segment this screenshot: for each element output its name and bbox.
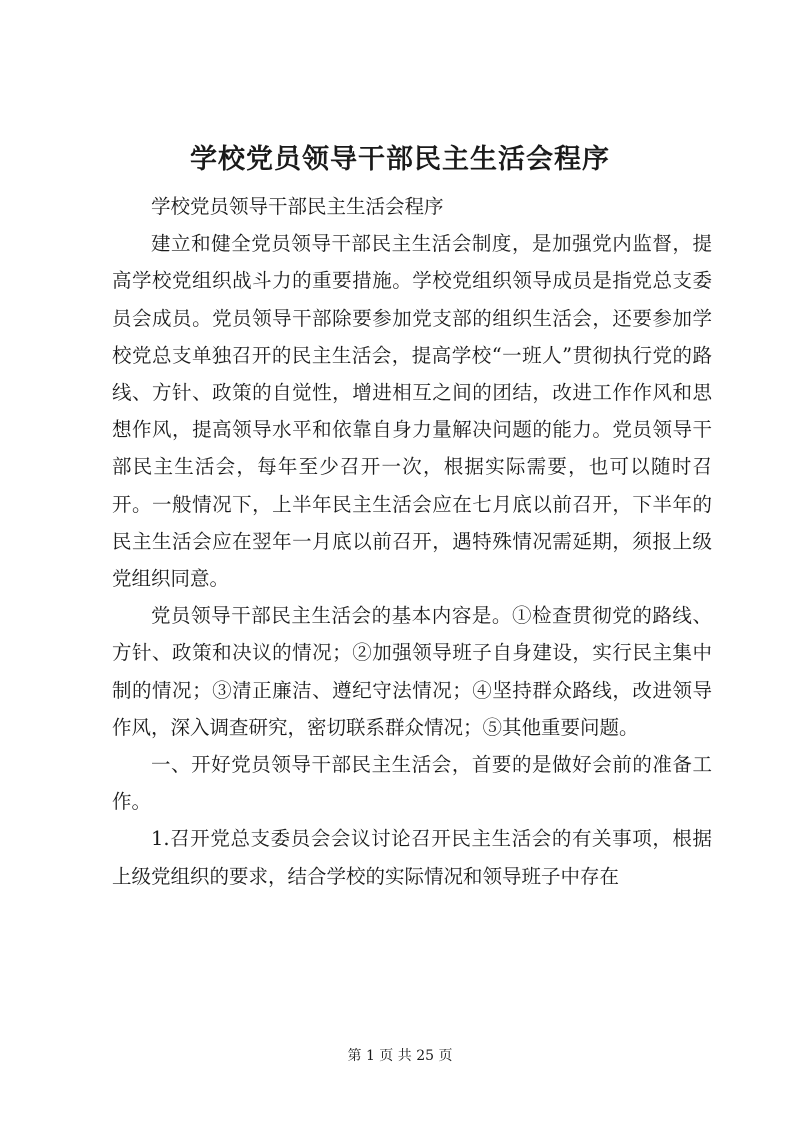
- page-number-footer: 第 1 页 共 25 页: [347, 1048, 453, 1064]
- section-heading-paragraph: 一、开好党员领导干部民主生活会，首要的是做好会前的准备工作。: [112, 753, 712, 814]
- intro-paragraph: 建立和健全党员领导干部民主生活会制度，是加强党内监督，提高学校党组织战斗力的重要措施。学校党组织领导成员是指党总支委员会成员。党员领导干部除要参加党支部的组织生活会，还要参加学校党总支单独召开的民主生活会，提高学校“一班人”贯彻执行党的路线、方针、政策的自觉性，增进相互之间的团结，改进工作作风和思想作风，提高领导水平和依靠自身力量解决问题的能力。党员领导干部民主生活会，每年至少召开一次，根据实际需要，也可以随时召开。一般情况下，上半年民主生活会应在七月底以前召开，下半年的民主生活会应在翌年一月底以前召开，遇特殊情况需延期，须报上级党组织同意。: [112, 232, 712, 591]
- list-item-paragraph: 1.召开党总支委员会会议讨论召开民主生活会的有关事项，根据上级党组织的要求，结合学校的实际情况和领导班子中存在: [112, 827, 712, 888]
- content-paragraph: 党员领导干部民主生活会的基本内容是。①检查贯彻党的路线、方针、政策和决议的情况；②加强领导班子自身建设，实行民主集中制的情况；③清正廉洁、遵纪守法情况；④坚持群众路线，改进领导作风，深入调查研究，密切联系群众情况；⑤其他重要问题。: [112, 604, 712, 739]
- document-body: [112, 188, 712, 895]
- subtitle-paragraph: 学校党员领导干部民主生活会程序: [151, 195, 444, 218]
- document-title: 学校党员领导干部民主生活会程序: [190, 144, 610, 175]
